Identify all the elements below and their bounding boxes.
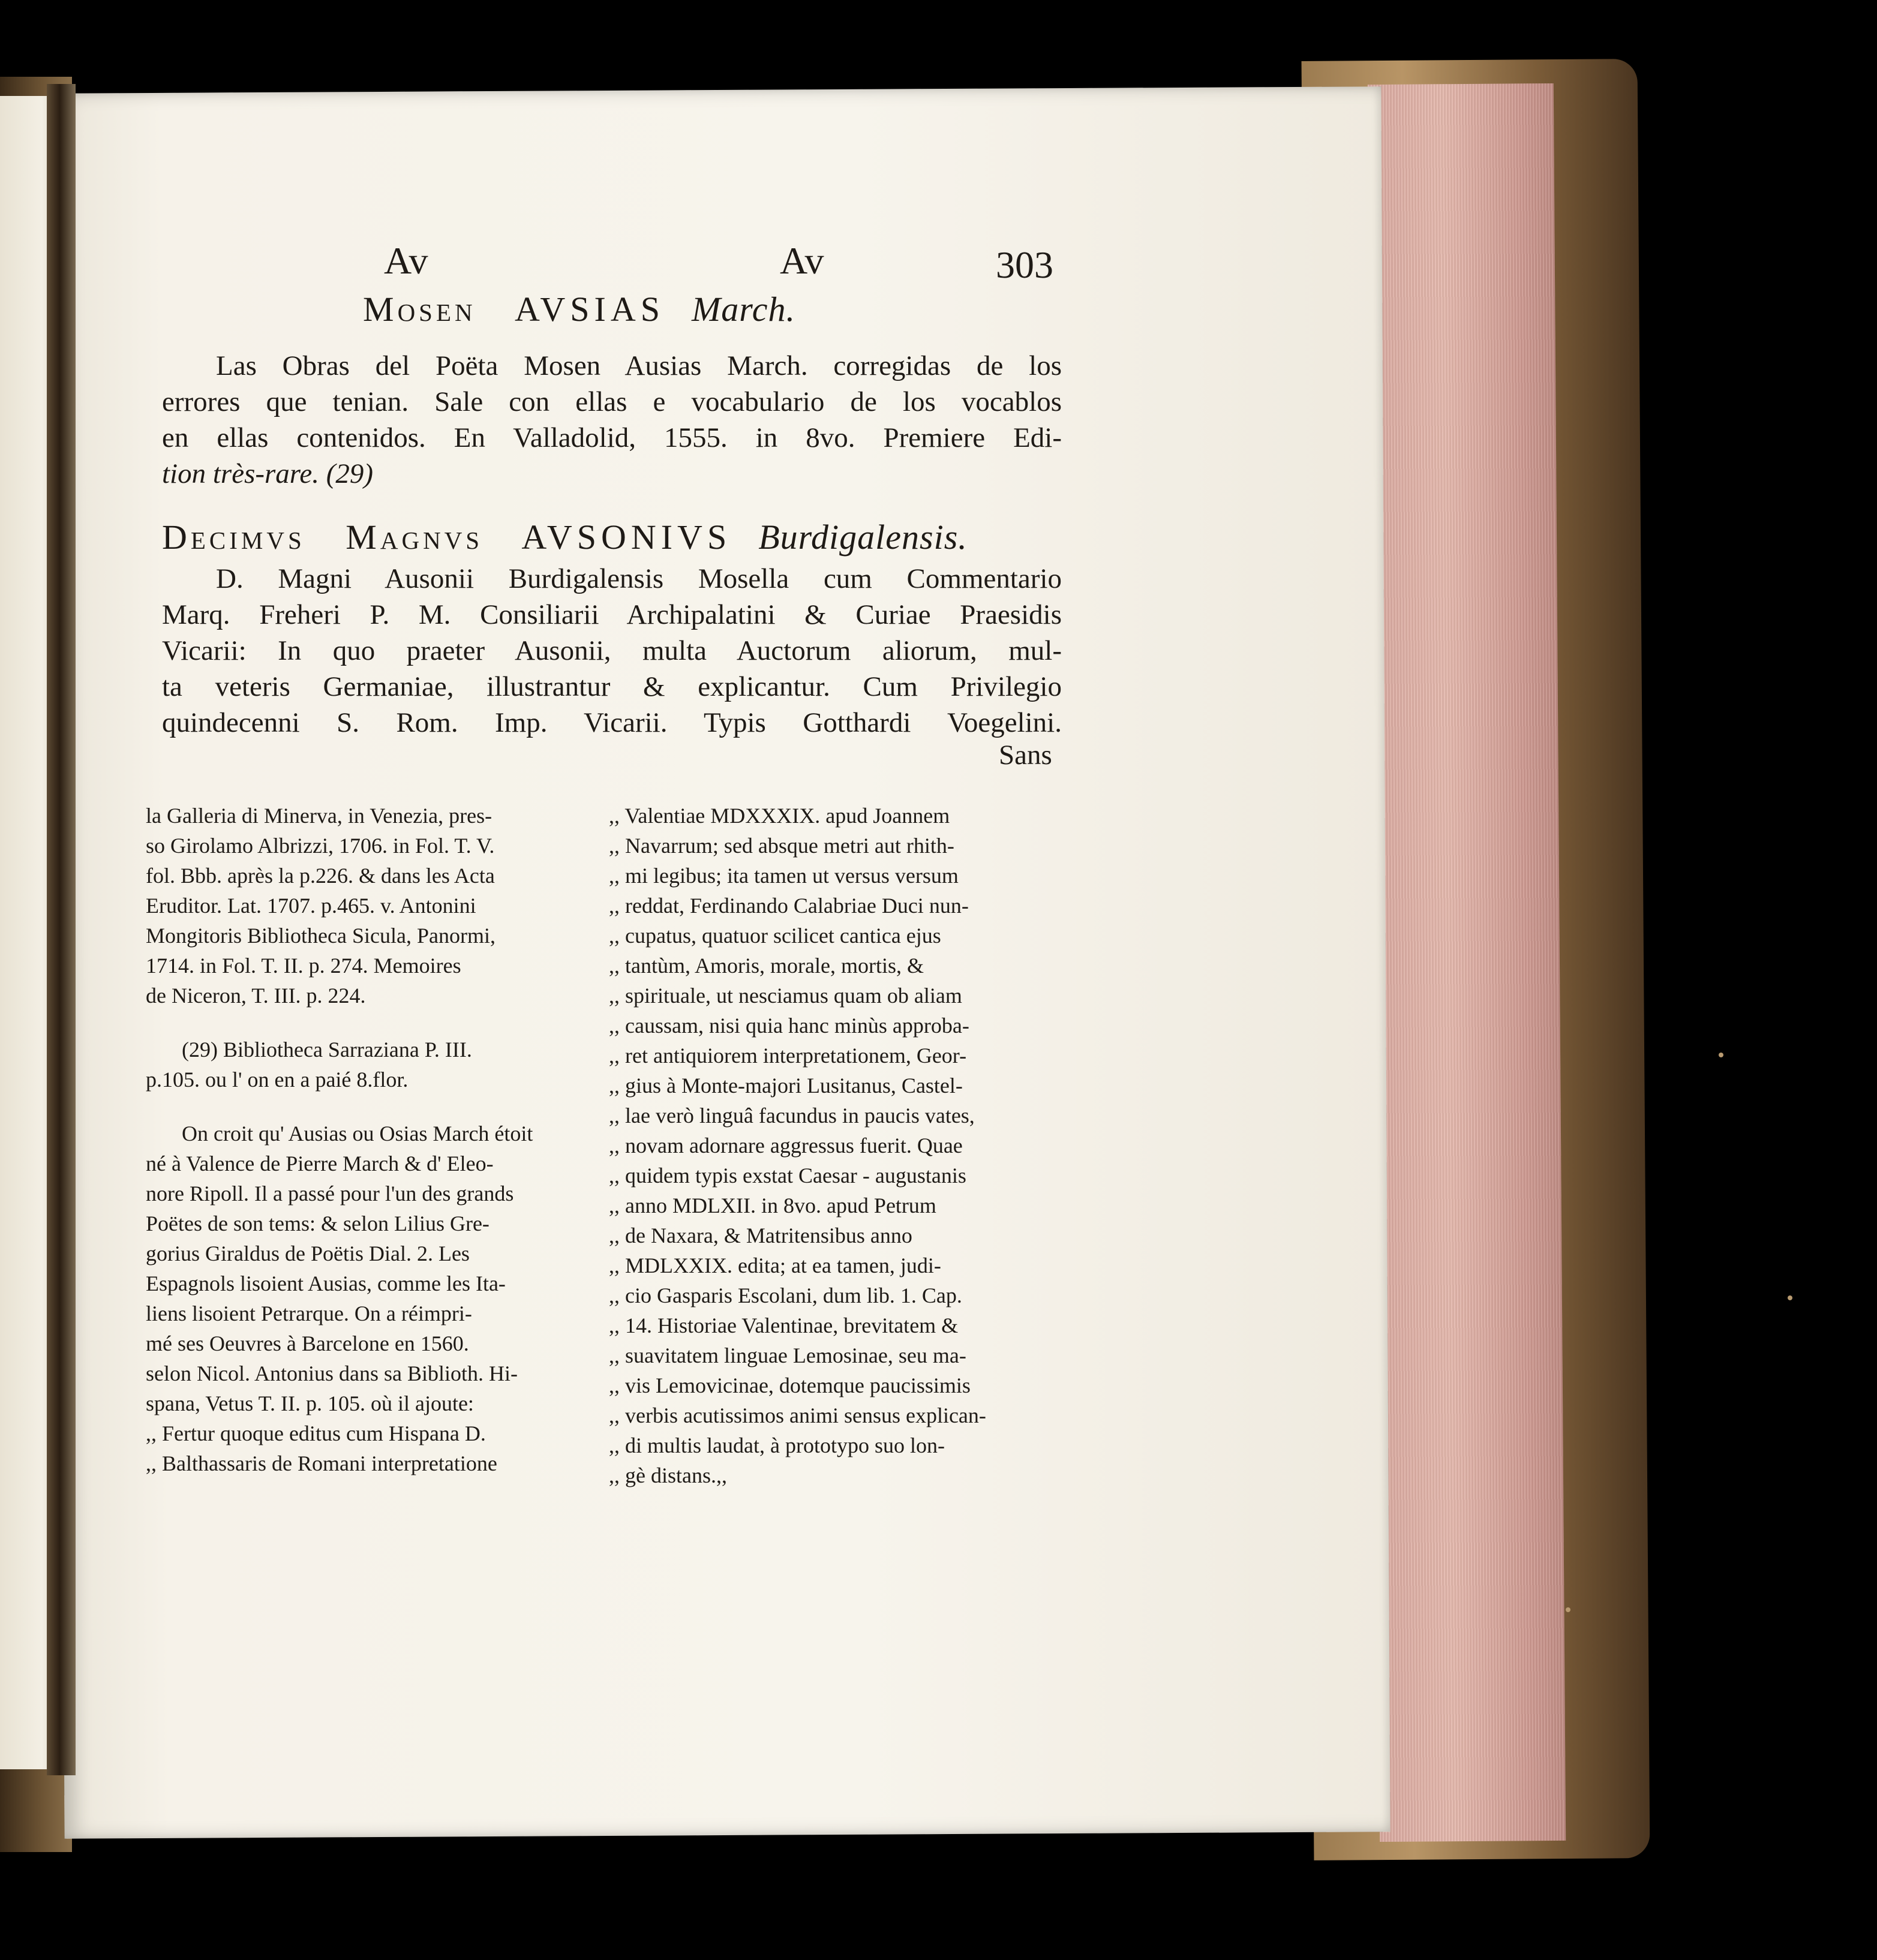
- note-line: On croit qu' Ausias ou Osias March étoit: [182, 1122, 533, 1146]
- body-line: en ellas contenidos. En Valladolid, 1555. in 8vo. Premiere Edi-: [162, 422, 1062, 453]
- note-line: nore Ripoll. Il a passé pour l'un des grands: [146, 1182, 514, 1206]
- note-line: ,, Fertur quoque editus cum Hispana D.: [146, 1421, 486, 1445]
- note-line: ,, gè distans.,,: [609, 1463, 727, 1487]
- note-line: ,, vis Lemovicinae, dotemque paucissimis: [609, 1373, 971, 1397]
- note-line: (29) Bibliotheca Sarraziana P. III.: [182, 1038, 472, 1062]
- note-line: ,, quidem typis exstat Caesar - augustanis: [609, 1164, 966, 1188]
- note-line: ,, spirituale, ut nesciamus quam ob aliam: [609, 984, 962, 1008]
- note-line: ,, tantùm, Amoris, morale, mortis, &: [609, 954, 924, 978]
- note-line: 1714. in Fol. T. II. p. 274. Memoires: [146, 954, 461, 978]
- note-line: ,, anno MDLXII. in 8vo. apud Petrum: [609, 1194, 936, 1218]
- note-line: ,, mi legibus; ita tamen ut versus versum: [609, 864, 959, 888]
- heading-word: Magnvs: [346, 518, 483, 557]
- note-line: Mongitoris Bibliotheca Sicula, Panormi,: [146, 924, 495, 948]
- note-line: ,, 14. Historiae Valentinae, brevitatem &: [609, 1313, 959, 1337]
- heading-word: Burdigalensis.: [758, 518, 968, 557]
- note-line: ,, suavitatem linguae Lemosinae, seu ma-: [609, 1343, 966, 1367]
- note-line: ,, reddat, Ferdinando Calabriae Duci nun-: [609, 894, 969, 918]
- body-line: Vicarii: In quo praeter Ausonii, multa Auctorum aliorum, mul-: [162, 635, 1062, 666]
- note-line: ,, Balthassaris de Romani interpretatione: [146, 1451, 497, 1475]
- running-head-left: Av: [384, 239, 428, 282]
- note-line: so Girolamo Albrizzi, 1706. in Fol. T. V.: [146, 834, 495, 858]
- note-line: fol. Bbb. après la p.226. & dans les Acta: [146, 864, 495, 888]
- page-number: 303: [996, 244, 1053, 286]
- catchword: Sans: [999, 739, 1052, 771]
- page-edges: [1368, 83, 1566, 1842]
- dust-speck: [1719, 1053, 1723, 1057]
- note-line: gorius Giraldus de Poëtis Dial. 2. Les: [146, 1241, 470, 1265]
- note-line: ,, cio Gasparis Escolani, dum lib. 1. Cap.: [609, 1283, 962, 1307]
- book-gutter: [47, 84, 76, 1775]
- heading-word: AVSONIVS: [521, 518, 732, 557]
- note-line: de Niceron, T. III. p. 224.: [146, 984, 366, 1008]
- note-line: ,, caussam, nisi quia hanc minùs approba-: [609, 1014, 969, 1038]
- entry-heading-ausias: [363, 289, 795, 329]
- note-line: ,, gius à Monte-majori Lusitanus, Castel-: [609, 1074, 963, 1098]
- notes-left-column: [146, 801, 590, 1478]
- note-line: selon Nicol. Antonius dans sa Biblioth. Hi-: [146, 1361, 518, 1385]
- note-line: ,, de Naxara, & Matritensibus anno: [609, 1224, 912, 1247]
- note-line: ,, Valentiae MDXXXIX. apud Joannem: [609, 804, 950, 828]
- note-line: liens lisoient Petrarque. On a réimpri-: [146, 1301, 472, 1325]
- note-line: Eruditor. Lat. 1707. p.465. v. Antonini: [146, 894, 476, 918]
- note-line: mé ses Oeuvres à Barcelone en 1560.: [146, 1331, 469, 1355]
- note-line: p.105. ou l' on en a paié 8.flor.: [146, 1068, 409, 1092]
- entry-body-ausias: [162, 348, 1062, 492]
- body-line: D. Magni Ausonii Burdigalensis Mosella cum Commentario: [216, 563, 1062, 594]
- note-line: né à Valence de Pierre March & d' Eleo-: [146, 1152, 494, 1176]
- note-line: ,, ret antiquiorem interpretationem, Geor-: [609, 1044, 967, 1068]
- note-line: Poëtes de son tems: & selon Lilius Gre-: [146, 1212, 489, 1235]
- note-line: ,, di multis laudat, à prototypo suo lon-: [609, 1433, 945, 1457]
- running-head-center: Av: [780, 239, 824, 282]
- body-line: Las Obras del Poëta Mosen Ausias March. corregidas de los: [216, 350, 1062, 381]
- body-line: quindecenni S. Rom. Imp. Vicarii. Typis Gotthardi Voegelini.: [162, 707, 1062, 738]
- body-line: tion très-rare. (29): [162, 458, 374, 489]
- note-line: ,, lae verò linguâ facundus in paucis vates,: [609, 1104, 975, 1128]
- body-line: errores que tenian. Sale con ellas e vocabulario de los vocablos: [162, 386, 1062, 417]
- note-line: ,, MDLXXIX. edita; at ea tamen, judi-: [609, 1253, 941, 1277]
- heading-word: Decimvs: [162, 518, 305, 557]
- heading-word: March.: [691, 290, 795, 329]
- heading-word: Mosen: [363, 290, 476, 329]
- notes-right-column: [609, 801, 1071, 1490]
- heading-word: AVSIAS: [514, 290, 665, 329]
- note-line: Espagnols lisoient Ausias, comme les Ita-: [146, 1271, 506, 1295]
- dust-speck: [1566, 1607, 1570, 1612]
- note-line: spana, Vetus T. II. p. 105. où il ajoute:: [146, 1391, 474, 1415]
- body-line: Marq. Freheri P. M. Consiliarii Archipalatini & Curiae Praesidis: [162, 599, 1062, 630]
- note-line: ,, novam adornare aggressus fuerit. Quae: [609, 1134, 963, 1158]
- entry-heading-ausonius: [162, 517, 968, 557]
- note-line: ,, Navarrum; sed absque metri aut rhith-: [609, 834, 954, 858]
- note-line: ,, verbis acutissimos animi sensus explican-: [609, 1403, 986, 1427]
- note-line: la Galleria di Minerva, in Venezia, pres-: [146, 804, 492, 828]
- dust-speck: [1788, 1295, 1792, 1300]
- note-line: ,, cupatus, quatuor scilicet cantica ejus: [609, 924, 941, 948]
- body-line: ta veteris Germaniae, illustrantur & explicantur. Cum Privilegio: [162, 671, 1062, 702]
- entry-body-ausonius: [162, 561, 1062, 741]
